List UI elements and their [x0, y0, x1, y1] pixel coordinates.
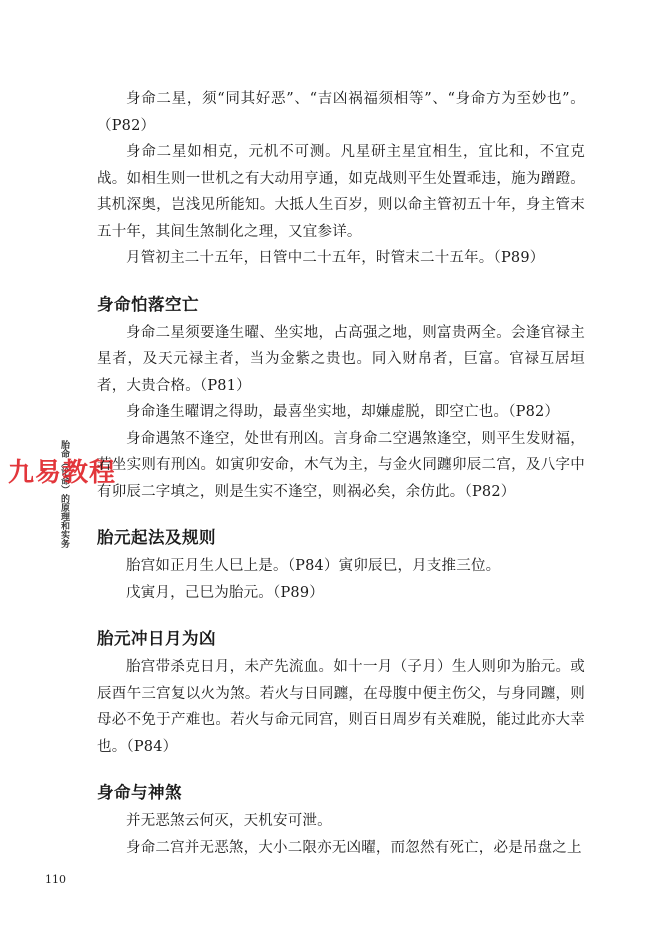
page-number: 110 [45, 873, 66, 886]
paragraph: 身命遇煞不逢空，处世有刑凶。言身命二空遇煞逢空，则平生发财福，若坐实则有刑凶。如寅卯安命，木气为主，与金火同躔卯辰二宫，及八字中有卯辰二字填之，则是生实不逢空，则祸必矣，余仿此。（P82） [97, 430, 585, 500]
paragraph: 身命逢生曜谓之得助，最喜坐实地，却嫌虚脱，即空亡也。（P82） [126, 404, 560, 420]
paragraph: 身命二星如相克，元机不可测。凡星研主星宜相生，宜比和，不宜克战。如相生则一世机之有大动用亨通，如克战则平生处置乖违，施为蹭蹬。其机深奥，岂浅见所能知。大抵人生百岁，则以命主管初五十年，身主管末五十年，其间生煞制化之理，又宜参详。 [97, 144, 585, 240]
section-heading: 身命怕落空亡 [97, 294, 199, 314]
section-heading: 胎元起法及规则 [97, 528, 216, 547]
paragraph: 身命二星，须“同其好恶”、“吉凶祸福须相等”、“身命方为至妙也”。（P82） [97, 91, 585, 134]
paragraph: 戊寅月，己巳为胎元。（P89） [126, 584, 324, 601]
running-head: 胎命（论命）的原理和实务 [59, 440, 69, 548]
page-body [97, 86, 585, 861]
section-heading: 胎元冲日月为凶 [97, 629, 216, 648]
paragraph: 胎宫带杀克日月，未产先流血。如十一月（子月）生人则卯为胎元。或辰酉午三宫复以火为煞。若火与日同躔，在母腹中便主伤父，与身同躔，则母必不免于产难也。若火与命元同宫，则百日周岁有关难脱，能过此亦大幸也。（P84） [97, 659, 585, 755]
section-heading: 身命与神煞 [97, 783, 182, 802]
paragraph: 身命二宫并无恶煞，大小二限亦无凶曜，而忽然有死亡，必是吊盘之上 [126, 839, 582, 856]
watermark: 九易教程 [8, 458, 117, 488]
paragraph: 并无恶煞云何灭，天机安可泄。 [126, 813, 332, 829]
paragraph: 月管初主二十五年，日管中二十五年，时管末二十五年。（P89） [126, 250, 545, 266]
paragraph: 胎宫如正月生人巳上是。（P84）寅卯辰巳，月支推三位。 [126, 558, 501, 574]
paragraph: 身命二星须要逢生曜、坐实地，占高强之地，则富贵两全。会逢官禄主星者，及天元禄主者，当为金紫之贵也。同入财帛者，巨富。官禄互居垣者，大贵合格。（P81） [97, 324, 585, 394]
